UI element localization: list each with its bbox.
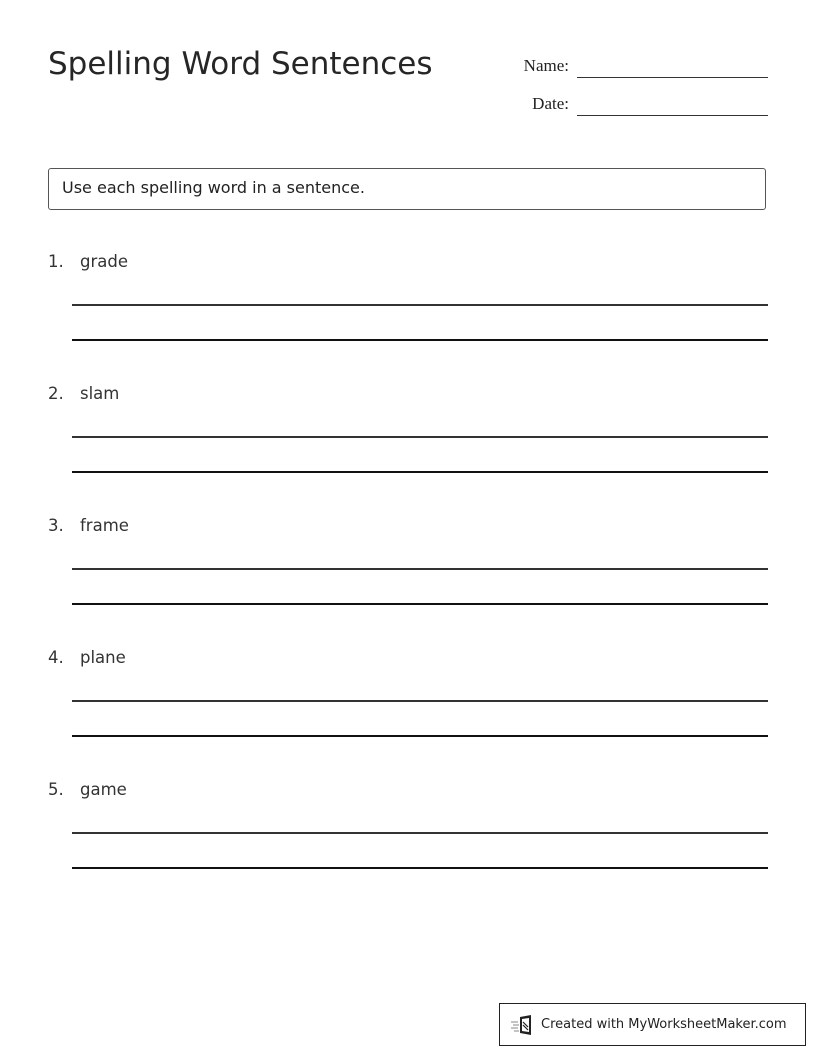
writing-line[interactable]	[72, 735, 768, 737]
spelling-item-5	[48, 780, 768, 900]
writing-line[interactable]	[72, 832, 768, 834]
name-underline[interactable]	[577, 77, 768, 78]
worksheet-maker-logo-icon	[510, 1014, 536, 1036]
writing-line[interactable]	[72, 471, 768, 473]
item-word: plane	[80, 648, 126, 667]
writing-line[interactable]	[72, 304, 768, 306]
spelling-item-2	[48, 384, 768, 504]
writing-line[interactable]	[72, 603, 768, 605]
footer-credit[interactable]	[499, 1003, 806, 1046]
instructions-box: Use each spelling word in a sentence.	[48, 168, 766, 210]
footer-text: Created with MyWorksheetMaker.com	[541, 1017, 787, 1032]
item-word: frame	[80, 516, 129, 535]
writing-line[interactable]	[72, 700, 768, 702]
name-label: Name:	[523, 56, 569, 75]
item-word: slam	[80, 384, 120, 403]
date-underline[interactable]	[577, 115, 768, 116]
item-number: 2.	[48, 384, 64, 403]
spelling-item-3	[48, 516, 768, 636]
page-title: Spelling Word Sentences	[48, 46, 433, 82]
item-word: game	[80, 780, 127, 799]
item-number: 1.	[48, 252, 64, 271]
writing-line[interactable]	[72, 436, 768, 438]
name-field[interactable]	[500, 48, 768, 78]
item-number: 3.	[48, 516, 64, 535]
date-field[interactable]	[500, 86, 768, 116]
spelling-item-4	[48, 648, 768, 768]
writing-line[interactable]	[72, 568, 768, 570]
item-word: grade	[80, 252, 128, 271]
spelling-item-1	[48, 252, 768, 372]
date-label: Date:	[532, 94, 569, 113]
item-number: 5.	[48, 780, 64, 799]
writing-line[interactable]	[72, 867, 768, 869]
writing-line[interactable]	[72, 339, 768, 341]
item-number: 4.	[48, 648, 64, 667]
